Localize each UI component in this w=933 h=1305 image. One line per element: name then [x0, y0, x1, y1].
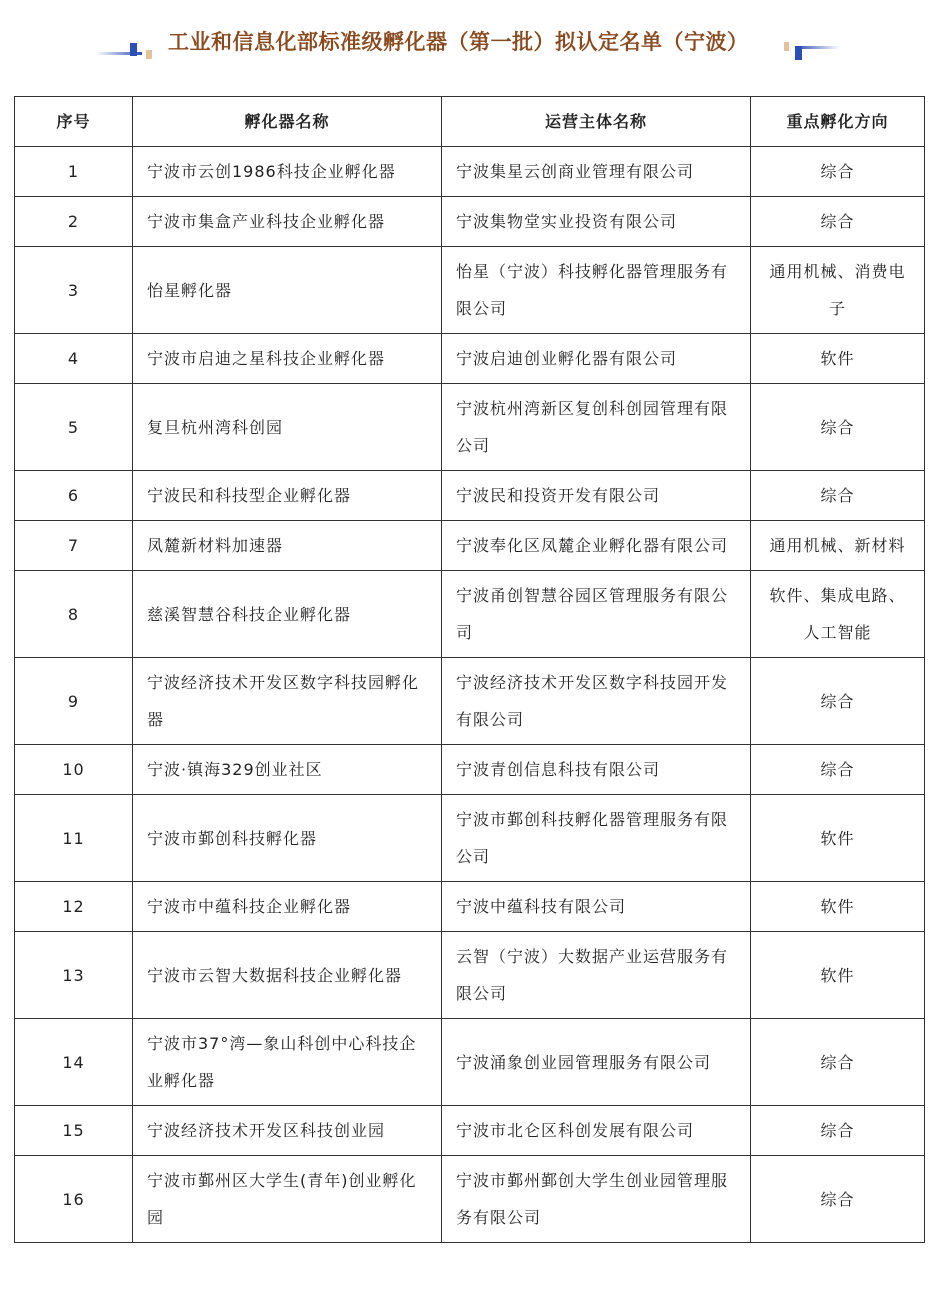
- cell-operator: 宁波集物堂实业投资有限公司: [442, 197, 751, 247]
- cell-operator: 宁波经济技术开发区数字科技园开发有限公司: [442, 658, 751, 745]
- page-title: 工业和信息化部标准级孵化器（第一批）拟认定名单（宁波）: [168, 30, 749, 54]
- cell-no: 6: [15, 471, 133, 521]
- cell-name: 宁波民和科技型企业孵化器: [133, 471, 442, 521]
- cell-operator: 宁波市鄞州鄞创大学生创业园管理服务有限公司: [442, 1156, 751, 1243]
- header-name: 孵化器名称: [133, 97, 442, 147]
- cell-name: 宁波经济技术开发区数字科技园孵化器: [133, 658, 442, 745]
- cell-name: 复旦杭州湾科创园: [133, 384, 442, 471]
- cell-operator: 宁波杭州湾新区复创科创园管理有限公司: [442, 384, 751, 471]
- cell-no: 1: [15, 147, 133, 197]
- cell-operator: 云智（宁波）大数据产业运营服务有限公司: [442, 932, 751, 1019]
- cell-focus: 软件: [751, 795, 925, 882]
- cell-operator: 宁波启迪创业孵化器有限公司: [442, 334, 751, 384]
- cell-focus: 综合: [751, 1106, 925, 1156]
- table-row: [15, 745, 925, 795]
- table-row: [15, 384, 925, 471]
- cell-name: 怡星孵化器: [133, 247, 442, 334]
- cell-operator: 宁波市鄞创科技孵化器管理服务有限公司: [442, 795, 751, 882]
- cell-no: 3: [15, 247, 133, 334]
- cell-operator: 宁波民和投资开发有限公司: [442, 471, 751, 521]
- table-row: [15, 795, 925, 882]
- cell-name: 宁波市云创1986科技企业孵化器: [133, 147, 442, 197]
- cell-no: 13: [15, 932, 133, 1019]
- cell-name: 宁波市鄞州区大学生(青年)创业孵化园: [133, 1156, 442, 1243]
- table-row: [15, 247, 925, 334]
- cell-focus: 综合: [751, 197, 925, 247]
- table-row: [15, 334, 925, 384]
- cell-operator: 宁波中蕴科技有限公司: [442, 882, 751, 932]
- table-row: [15, 1156, 925, 1243]
- cell-name: 宁波市37°湾—象山科创中心科技企业孵化器: [133, 1019, 442, 1106]
- header-focus: 重点孵化方向: [751, 97, 925, 147]
- cell-focus: 综合: [751, 745, 925, 795]
- cell-operator: 宁波奉化区凤麓企业孵化器有限公司: [442, 521, 751, 571]
- cell-no: 14: [15, 1019, 133, 1106]
- cell-no: 15: [15, 1106, 133, 1156]
- decor-block: [130, 43, 137, 56]
- cell-no: 11: [15, 795, 133, 882]
- decor-block: [146, 50, 152, 59]
- header-operator: 运营主体名称: [442, 97, 751, 147]
- cell-name: 宁波市启迪之星科技企业孵化器: [133, 334, 442, 384]
- cell-no: 2: [15, 197, 133, 247]
- cell-focus: 软件、集成电路、人工智能: [751, 571, 925, 658]
- table-row: [15, 932, 925, 1019]
- cell-focus: 综合: [751, 658, 925, 745]
- table-row: [15, 471, 925, 521]
- cell-focus: 综合: [751, 147, 925, 197]
- table-header-row: [15, 97, 925, 147]
- cell-no: 7: [15, 521, 133, 571]
- table-row: [15, 197, 925, 247]
- cell-no: 12: [15, 882, 133, 932]
- decor-block: [784, 42, 789, 51]
- cell-no: 9: [15, 658, 133, 745]
- cell-name: 宁波·镇海329创业社区: [133, 745, 442, 795]
- cell-operator: 宁波集星云创商业管理有限公司: [442, 147, 751, 197]
- cell-operator: 怡星（宁波）科技孵化器管理服务有限公司: [442, 247, 751, 334]
- cell-focus: 通用机械、新材料: [751, 521, 925, 571]
- cell-operator: 宁波市北仑区科创发展有限公司: [442, 1106, 751, 1156]
- decor-stripe: [795, 46, 840, 49]
- cell-no: 4: [15, 334, 133, 384]
- cell-operator: 宁波甬创智慧谷园区管理服务有限公司: [442, 571, 751, 658]
- title-banner: [0, 20, 933, 70]
- cell-focus: 综合: [751, 1156, 925, 1243]
- cell-focus: 软件: [751, 932, 925, 1019]
- cell-name: 宁波市云智大数据科技企业孵化器: [133, 932, 442, 1019]
- table-row: [15, 571, 925, 658]
- table-row: [15, 521, 925, 571]
- cell-no: 10: [15, 745, 133, 795]
- cell-focus: 软件: [751, 334, 925, 384]
- cell-operator: 宁波涌象创业园管理服务有限公司: [442, 1019, 751, 1106]
- cell-name: 宁波经济技术开发区科技创业园: [133, 1106, 442, 1156]
- table-row: [15, 1106, 925, 1156]
- header-no: 序号: [15, 97, 133, 147]
- cell-focus: 综合: [751, 384, 925, 471]
- cell-name: 宁波市中蕴科技企业孵化器: [133, 882, 442, 932]
- cell-operator: 宁波青创信息科技有限公司: [442, 745, 751, 795]
- table-row: [15, 882, 925, 932]
- incubator-table: [14, 96, 925, 1243]
- table-row: [15, 658, 925, 745]
- cell-focus: 通用机械、消费电子: [751, 247, 925, 334]
- cell-focus: 软件: [751, 882, 925, 932]
- table-row: [15, 1019, 925, 1106]
- cell-name: 宁波市集盒产业科技企业孵化器: [133, 197, 442, 247]
- cell-name: 凤麓新材料加速器: [133, 521, 442, 571]
- table-row: [15, 147, 925, 197]
- cell-no: 16: [15, 1156, 133, 1243]
- cell-name: 宁波市鄞创科技孵化器: [133, 795, 442, 882]
- cell-name: 慈溪智慧谷科技企业孵化器: [133, 571, 442, 658]
- cell-focus: 综合: [751, 1019, 925, 1106]
- cell-no: 5: [15, 384, 133, 471]
- cell-no: 8: [15, 571, 133, 658]
- cell-focus: 综合: [751, 471, 925, 521]
